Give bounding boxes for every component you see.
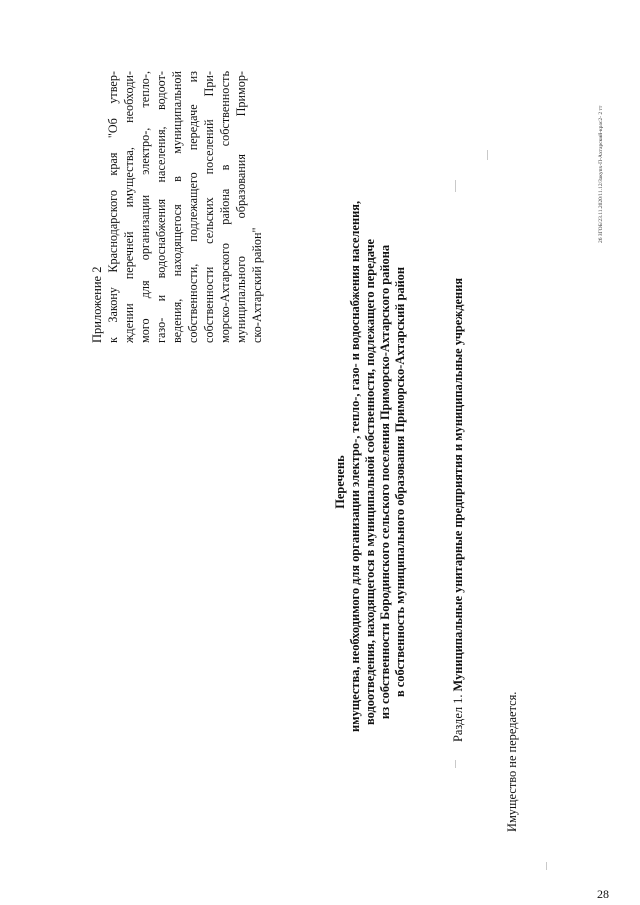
scan-mark — [455, 180, 456, 192]
title-block — [333, 200, 408, 732]
annex-line: муниципального образования Примор- — [234, 71, 248, 343]
scan-mark — [487, 150, 488, 160]
annex-line: к Закону Краснодарского края "Об утвер- — [106, 71, 120, 343]
list-title-line: в собственность муниципального образования Приморско-Ахтарский район — [393, 266, 407, 698]
list-heading: Перечень — [333, 455, 347, 509]
section-heading — [451, 278, 466, 742]
annex-block — [89, 71, 265, 343]
annex-line: ждении перечней имущества, необходи- — [122, 71, 136, 343]
annex-line: собственности сельских поселений При- — [202, 71, 216, 343]
annex-line: собственности, подлежащего передаче из — [186, 71, 200, 343]
annex-line: газо- и водоснабжения населения, водоот- — [154, 71, 168, 343]
footer-code: 26 ЗГОБ/23.11.2020/11.12/Закупх-П-Ахтарский-крас2- 2 тт — [598, 105, 604, 243]
list-title-line: имущества, необходимого для организации электро-, тепло-, газо- и водоснабжения населения, — [348, 200, 362, 732]
section-label: Раздел 1. — [451, 694, 465, 742]
note-text: Имущество не передается. — [505, 691, 519, 832]
section-title: Муниципальные унитарные предприятия и муниципальные учреждения — [451, 277, 465, 692]
page-number: 28 — [597, 887, 609, 901]
list-title-line: водоотведения, находящегося в муниципальной собственности, подлежащего передаче — [363, 239, 377, 725]
annex-line: мого для организации электро-, тепло-, — [138, 71, 152, 343]
list-title-line: из собственности Бородинского сельского поселения Приморско-Ахтарского района — [378, 244, 392, 720]
scan-mark — [546, 862, 547, 870]
annex-line: морско-Ахтарского района в собственность — [218, 71, 232, 343]
annex-heading: Приложение 2 — [90, 266, 104, 343]
annex-line: ведения, находящегося в муниципальной — [170, 71, 184, 343]
scan-mark — [455, 760, 456, 768]
annex-line: ско-Ахтарский район" — [250, 227, 264, 343]
